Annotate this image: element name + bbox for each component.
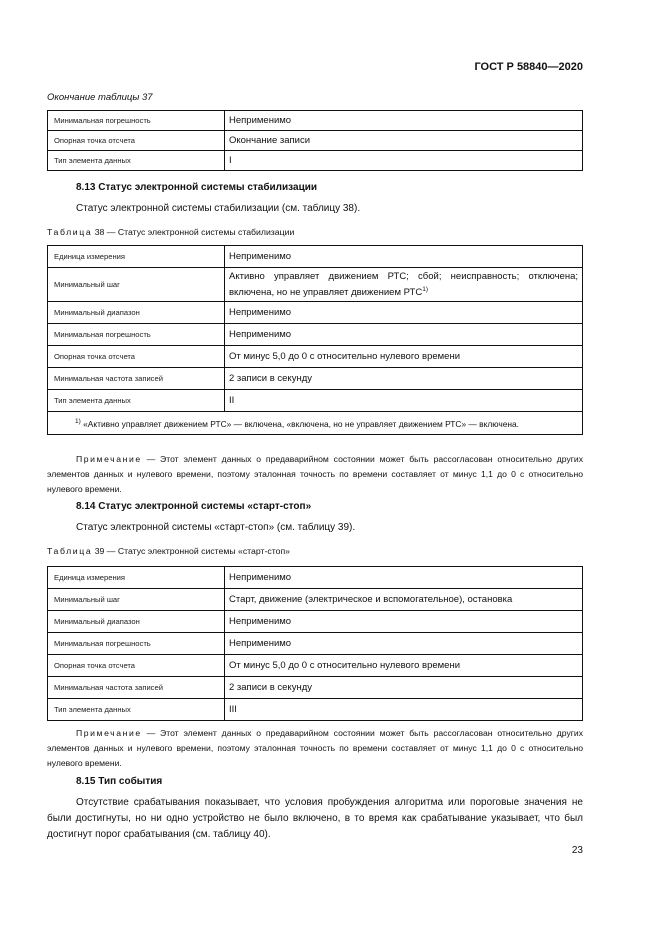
table-row: [48, 633, 583, 655]
row-label: Опорная точка отсчета: [48, 131, 225, 151]
row-value: Неприменимо: [225, 567, 583, 589]
row-label: Тип элемента данных: [48, 390, 225, 412]
caption-title: 38 — Статус электронной системы стабилизации: [94, 227, 295, 237]
page-number: 23: [571, 845, 583, 856]
table-row: [48, 390, 583, 412]
table-continuation-label: Окончание таблицы 37: [47, 92, 153, 103]
table-row: [48, 611, 583, 633]
table-row: [48, 131, 583, 151]
table-row: [48, 589, 583, 611]
row-value: От минус 5,0 до 0 с относительно нулевого времени: [225, 655, 583, 677]
table-row: [48, 111, 583, 131]
caption-title: 39 — Статус электронной системы «старт-стоп»: [94, 546, 290, 556]
row-label: Единица измерения: [48, 246, 225, 268]
paragraph-text: Отсутствие срабатывания показывает, что условия пробуждения алгоритма или пороговые значения не были достигнуты, но ни одно устройство не было включено, в то время как срабатывание указывает, что был достигнут порог срабатывания (см. таблицу 40).: [47, 797, 583, 840]
row-label: Минимальная погрешность: [48, 633, 225, 655]
row-label: Минимальный диапазон: [48, 302, 225, 324]
footnote-mark: 1): [75, 418, 81, 425]
row-label: Единица измерения: [48, 567, 225, 589]
row-label: Минимальная частота записей: [48, 368, 225, 390]
table-39: [47, 566, 583, 721]
paragraph-text: Статус электронной системы стабилизации (см. таблицу 38).: [76, 203, 361, 214]
table-row: [48, 302, 583, 324]
table-row: [48, 567, 583, 589]
table-39-caption: [47, 546, 290, 556]
row-label: Минимальный шаг: [48, 268, 225, 302]
table-row: [48, 324, 583, 346]
row-value-text: Активно управляет движением РТС; сбой; неисправность; отключена; включена, но не управляет движением РТС: [229, 271, 578, 298]
table-row: [48, 677, 583, 699]
row-value: I: [225, 151, 583, 171]
row-value: Неприменимо: [225, 111, 583, 131]
table-row: [48, 151, 583, 171]
row-label: Тип элемента данных: [48, 151, 225, 171]
footnote-text: «Активно управляет движением РТС» — включена, «включена, но не управляет движением РТС» — включена.: [83, 419, 519, 429]
caption-prefix: Таблица: [47, 227, 93, 237]
row-label: Минимальный диапазон: [48, 611, 225, 633]
table-row: [48, 346, 583, 368]
row-value: От минус 5,0 до 0 с относительно нулевого времени: [225, 346, 583, 368]
row-value: 2 записи в секунду: [225, 368, 583, 390]
note-text: — Этот элемент данных о предаварийном состоянии может быть рассогласован относительно других элементов данных и нулевого времени, поэтому эталонная точность по времени составляет от минус 1,1 до 0 с относительно нулевого времени.: [47, 728, 583, 768]
table-footnote-row: [48, 412, 583, 435]
note-label: Примечание: [76, 728, 142, 738]
row-value: Неприменимо: [225, 633, 583, 655]
row-value: III: [225, 699, 583, 721]
caption-prefix: Таблица: [47, 546, 93, 556]
table-row: [48, 368, 583, 390]
row-value: Неприменимо: [225, 246, 583, 268]
row-value: 2 записи в секунду: [225, 677, 583, 699]
note-text: — Этот элемент данных о предаварийном состоянии может быть рассогласован относительно других элементов данных и нулевого времени, поэтому эталонная точность по времени составляет от минус 1,1 до 0 с относительно нулевого времени.: [47, 454, 583, 494]
row-value: II: [225, 390, 583, 412]
section-text-8-15: [47, 795, 583, 843]
row-label: Минимальная погрешность: [48, 111, 225, 131]
note-8-13: [47, 452, 583, 497]
row-value: Окончание записи: [225, 131, 583, 151]
table-row: [48, 655, 583, 677]
section-text-8-13: [47, 201, 583, 217]
note-8-14: [47, 726, 583, 771]
row-value: Неприменимо: [225, 611, 583, 633]
table-38-caption: [47, 227, 294, 237]
row-label: Опорная точка отсчета: [48, 346, 225, 368]
row-value: Старт, движение (электрическое и вспомогательное), остановка: [225, 589, 583, 611]
row-label: Тип элемента данных: [48, 699, 225, 721]
section-heading-8-13: 8.13 Статус электронной системы стабилизации: [76, 182, 318, 193]
footnote-reference: 1): [422, 286, 428, 293]
row-label: Минимальный шаг: [48, 589, 225, 611]
row-value: Неприменимо: [225, 302, 583, 324]
table-row: [48, 268, 583, 302]
note-label: Примечание: [76, 454, 142, 464]
table-38: [47, 245, 583, 435]
section-heading-8-15: 8.15 Тип события: [76, 776, 163, 787]
row-value: [225, 268, 583, 302]
row-label: Минимальная частота записей: [48, 677, 225, 699]
table-footnote: [48, 412, 583, 435]
table-row: [48, 699, 583, 721]
document-header: ГОСТ Р 58840—2020: [474, 61, 583, 73]
table-row: [48, 246, 583, 268]
table-37: [47, 110, 583, 171]
paragraph-text: Статус электронной системы «старт-стоп» (см. таблицу 39).: [76, 522, 356, 533]
row-label: Опорная точка отсчета: [48, 655, 225, 677]
section-text-8-14: [47, 520, 583, 536]
row-value: Неприменимо: [225, 324, 583, 346]
section-heading-8-14: 8.14 Статус электронной системы «старт-стоп»: [76, 501, 312, 512]
row-label: Минимальная погрешность: [48, 324, 225, 346]
